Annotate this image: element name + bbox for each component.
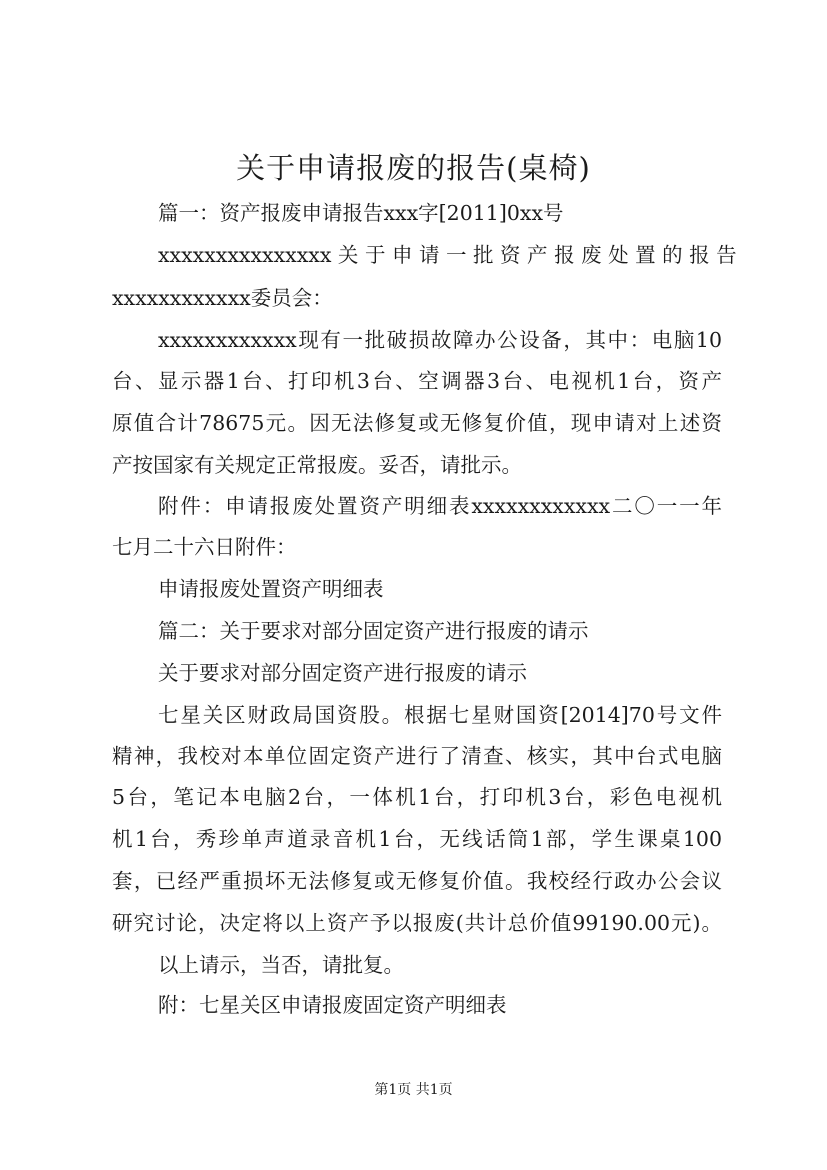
paragraph-line: 附：七星关区申请报废固定资产明细表 [158, 993, 507, 1017]
paragraph-line: 关于要求对部分固定资产进行报废的请示 [158, 661, 527, 685]
document-title: 关于申请报废的报告(桌椅) [236, 151, 591, 185]
paragraph-line: 套，已经严重损坏无法修复或无修复价值。我校经行政办公会议 [112, 869, 722, 893]
paragraph-line: 七星关区财政局国资股。根据七星财国资[2014]70号文件 [158, 703, 722, 727]
paragraph-line: xxxxxxxxxxxx现有一批破损故障办公设备，其中：电脑10 [158, 328, 722, 352]
paragraph-line: 5台，笔记本电脑2台，一体机1台，打印机3台，彩色电视机 [112, 785, 722, 809]
paragraph-line: 精神，我校对本单位固定资产进行了清查、核实，其中台式电脑 [112, 744, 722, 768]
paragraph-line: 原值合计78675元。因无法修复或无修复价值，现申请对上述资 [112, 411, 722, 435]
paragraph-line: 产按国家有关规定正常报废。妥否，请批示。 [112, 453, 522, 477]
paragraph-line: 篇一：资产报废申请报告xxx字[2011]0xx号 [158, 201, 564, 225]
page-number-footer: 第1页 共1页 [374, 1082, 453, 1098]
paragraph-line: 台、显示器1台、打印机3台、空调器3台、电视机1台，资产 [112, 369, 722, 393]
paragraph-line: 研究讨论，决定将以上资产予以报废(共计总价值99190.00元)。 [112, 911, 722, 935]
paragraph-line: 七月二十六日附件： [112, 535, 297, 559]
paragraph-line: xxxxxxxxxxxx委员会： [112, 286, 333, 310]
paragraph-line: 申请报废处置资产明细表 [158, 577, 384, 601]
paragraph-line: 机1台，秀珍单声道录音机1台，无线话筒1部，学生课桌100 [112, 827, 722, 851]
paragraph-line: 附件：申请报废处置资产明细表xxxxxxxxxxxx二〇一一年 [158, 494, 722, 518]
paragraph-line: 以上请示，当否，请批复。 [158, 953, 404, 977]
paragraph-line: xxxxxxxxxxxxxxx 关 于 申 请 一 批 资 产 报 废 处 置 的 报 告 [158, 243, 737, 267]
paragraph-line: 篇二：关于要求对部分固定资产进行报废的请示 [158, 619, 589, 643]
